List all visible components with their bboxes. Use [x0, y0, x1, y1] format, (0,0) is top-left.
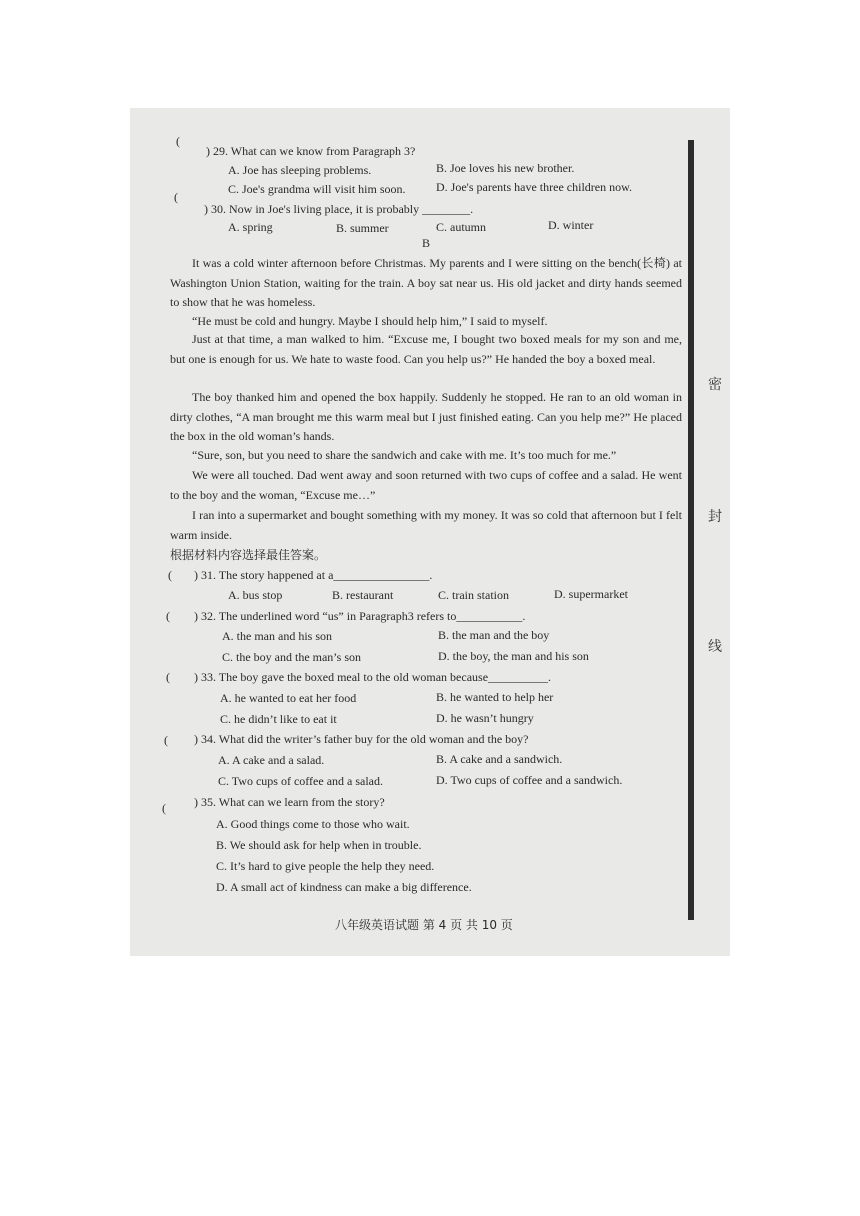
q33-stem: ) 33. The boy gave the boxed meal to the old woman because__________.	[194, 670, 552, 684]
q30-stem: ) 30. Now in Joe's living place, it is probably ________.	[204, 202, 474, 216]
passage-paragraph-1	[170, 254, 682, 313]
q33-option-d: D. he wasn’t hungry	[436, 711, 534, 725]
q30-option-d: D. winter	[548, 218, 594, 232]
q29-option-c: C. Joe's grandma will visit him soon.	[228, 182, 406, 196]
q29-stem: ) 29. What can we know from Paragraph 3?	[206, 144, 416, 158]
binding-char-xian: 线	[708, 639, 722, 655]
q32-option-c: C. the boy and the man’s son	[222, 650, 361, 664]
q34-option-a: A. A cake and a salad.	[218, 753, 325, 767]
q33-option-c: C. he didn’t like to eat it	[220, 712, 337, 726]
passage-paragraph-3-text: Just at that time, a man walked to him. “Excuse me, I bought two boxed meals for my son and me, but one is enough for us. We hate to waste food. Can you help us?” He handed the boy a boxed meal.	[170, 332, 682, 366]
q35-option-b: B. We should ask for help when in trouble.	[216, 838, 422, 852]
q35-stem: ) 35. What can we learn from the story?	[194, 795, 385, 809]
q30-option-a: A. spring	[228, 220, 273, 234]
q29-option-b: B. Joe loves his new brother.	[436, 161, 575, 175]
q33-option-b: B. he wanted to help her	[436, 690, 554, 704]
q29-option-d: D. Joe's parents have three children now.	[436, 180, 632, 194]
passage-paragraph-2-text: “He must be cold and hungry. Maybe I should help him,” I said to myself.	[192, 314, 548, 328]
passage-paragraph-5	[170, 446, 682, 466]
q32-stem: ) 32. The underlined word “us” in Paragraph3 refers to___________.	[194, 609, 526, 623]
q29-paren: (	[176, 134, 180, 148]
binding-rule	[688, 140, 694, 920]
q34-paren: (	[164, 733, 168, 747]
passage-paragraph-4	[170, 388, 682, 447]
passage-paragraph-3	[170, 330, 682, 369]
passage-paragraph-4-text: The boy thanked him and opened the box happily. Suddenly he stopped. He ran to an old woman in dirty clothes, “A man brought me this warm meal but I just finished eating. Can you help me?” He placed the box in the old woman’s hands.	[170, 390, 682, 443]
q31-stem: ) 31. The story happened at a________________.	[194, 568, 433, 582]
exam-page	[130, 108, 730, 956]
q34-option-c: C. Two cups of coffee and a salad.	[218, 774, 383, 788]
q34-option-b: B. A cake and a sandwich.	[436, 752, 563, 766]
q29-option-a: A. Joe has sleeping problems.	[228, 163, 372, 177]
q33-paren: (	[166, 670, 170, 684]
q31-option-c: C. train station	[438, 588, 509, 602]
q32-option-d: D. the boy, the man and his son	[438, 649, 589, 663]
q30-paren: (	[174, 190, 178, 204]
binding-char-mi: 密	[708, 377, 722, 393]
q35-option-a: A. Good things come to those who wait.	[216, 817, 410, 831]
q31-paren: (	[168, 568, 172, 582]
q31-option-d: D. supermarket	[554, 587, 628, 601]
passage-paragraph-1-text: It was a cold winter afternoon before Christmas. My parents and I were sitting on the bench(长椅) at Washington Union Station, waiting for the train. A boy sat near us. His old jacket and dirty hands seemed to show that he was homeless.	[170, 256, 682, 309]
q35-paren: (	[162, 801, 166, 815]
passage-paragraph-5-text: “Sure, son, but you need to share the sandwich and cake with me. It’s too much for me.”	[192, 448, 617, 462]
page-footer: 八年级英语试题 第 4 页 共 10 页	[335, 918, 513, 932]
passage-paragraph-7	[170, 506, 682, 545]
passage-paragraph-2	[170, 312, 682, 332]
passage-paragraph-6	[170, 466, 682, 505]
passage-paragraph-7-text: I ran into a supermarket and bought something with my money. It was so cold that afternoon but I felt warm inside.	[170, 508, 682, 542]
instruction: 根据材料内容选择最佳答案。	[170, 548, 327, 562]
passage-paragraph-6-text: We were all touched. Dad went away and soon returned with two cups of coffee and a salad. He went to the boy and the woman, “Excuse me…”	[170, 468, 682, 502]
section-b-label: B	[422, 236, 431, 250]
q34-option-d: D. Two cups of coffee and a sandwich.	[436, 773, 623, 787]
q33-option-a: A. he wanted to eat her food	[220, 691, 357, 705]
q32-option-a: A. the man and his son	[222, 629, 332, 643]
q31-option-a: A. bus stop	[228, 588, 283, 602]
q34-stem: ) 34. What did the writer’s father buy for the old woman and the boy?	[194, 732, 529, 746]
q35-option-d: D. A small act of kindness can make a big difference.	[216, 880, 472, 894]
q31-option-b: B. restaurant	[332, 588, 394, 602]
q32-option-b: B. the man and the boy	[438, 628, 550, 642]
binding-char-feng: 封	[708, 509, 722, 525]
q35-option-c: C. It’s hard to give people the help they need.	[216, 859, 435, 873]
q32-paren: (	[166, 609, 170, 623]
q30-option-b: B. summer	[336, 221, 389, 235]
q30-option-c: C. autumn	[436, 220, 486, 234]
